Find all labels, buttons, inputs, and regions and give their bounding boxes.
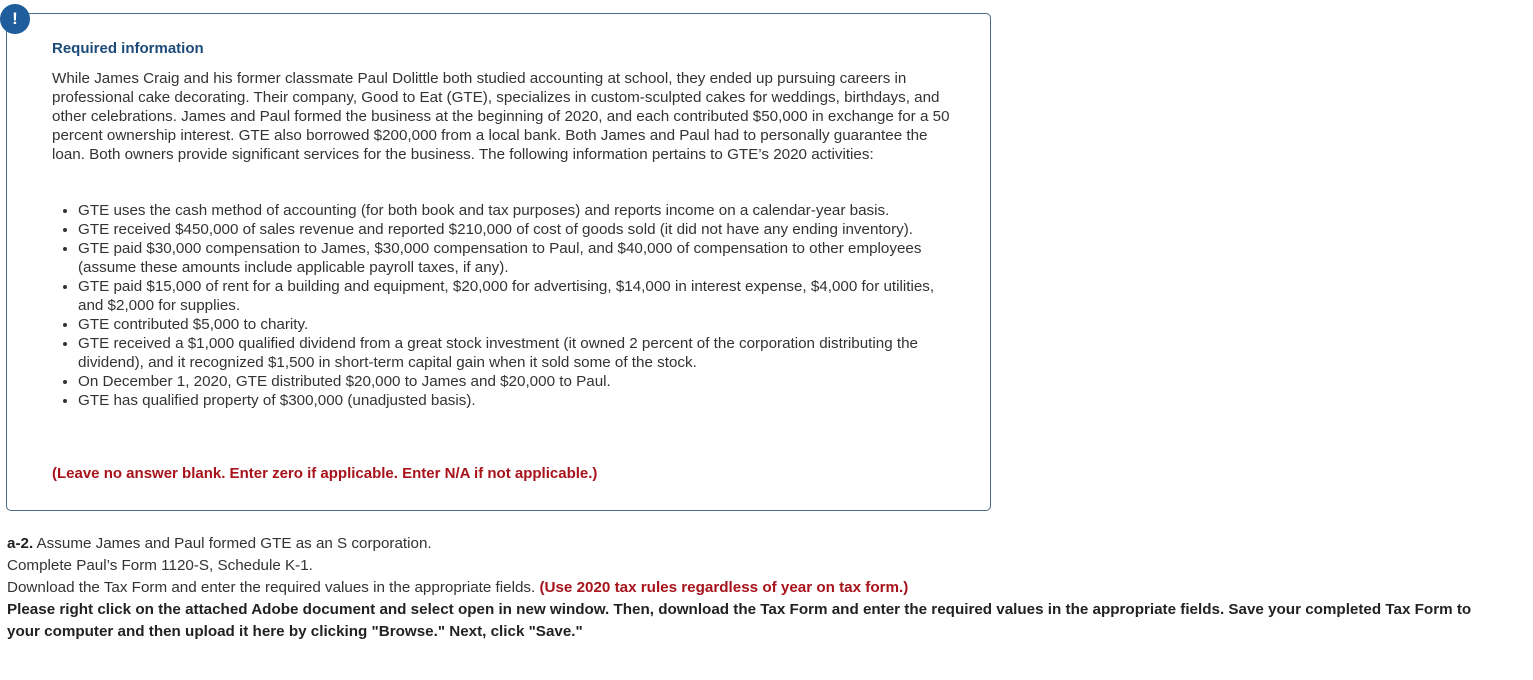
- question-text: Assume James and Paul formed GTE as an S corporation.: [33, 535, 432, 552]
- scenario-paragraph: While James Craig and his former classmate Paul Dolittle both studied accounting at school, they ended up pursuing careers in professional cake decorating. Their company, Good to Eat (GTE), specializes in custom-sculpted cakes for weddings, birthdays, and other celebrations. James and Paul formed the business at the beginning of 2020, and each contributed $50,000 in exchange for a 50 percent ownership interest. GTE also borrowed $200,000 from a local bank. Both James and Paul had to personally guarantee the loan. Both owners provide significant services for the business. The following information pertains to GTE’s 2020 activities:: [52, 70, 950, 163]
- list-item: • GTE received a $1,000 qualified dividend from a great stock investment (it owned 2 percent of the corporation distributing the dividend), and it recognized $1,500 in short-term capital gain when it sold some of the stock.: [78, 334, 942, 372]
- list-item: • GTE uses the cash method of accounting (for both book and tax purposes) and reports income on a calendar-year basis.: [78, 201, 942, 220]
- upload-instructions: Please right click on the attached Adobe document and select open in new window. Then, download the Tax Form and enter the required values in the appropriate fields. Save your completed Tax Form to your computer and then upload it here by clicking "Browse." Next, click "Save.": [7, 601, 1472, 640]
- list-item: • GTE paid $15,000 of rent for a building and equipment, $20,000 for advertising, $14,000 in interest expense, $4,000 for utilities, and $2,000 for supplies.: [78, 277, 942, 315]
- download-text: Download the Tax Form and enter the required values in the appropriate fields.: [7, 579, 540, 596]
- alert-icon: !: [0, 4, 30, 34]
- panel-title: Required information: [52, 40, 204, 57]
- list-item: • GTE paid $30,000 compensation to James, $30,000 compensation to Paul, and $40,000 of compensation to other employees (assume these amounts include applicable payroll taxes, if any).: [78, 239, 942, 277]
- question-heading: [7, 534, 432, 553]
- facts-list: [52, 201, 942, 410]
- list-item: • GTE contributed $5,000 to charity.: [78, 315, 942, 334]
- question-label: a-2.: [7, 535, 34, 552]
- question-download-line: [7, 578, 908, 597]
- question-subtask: Complete Paul’s Form 1120-S, Schedule K-1.: [7, 557, 313, 574]
- list-item: • On December 1, 2020, GTE distributed $20,000 to James and $20,000 to Paul.: [78, 372, 942, 391]
- list-item: • GTE has qualified property of $300,000 (unadjusted basis).: [78, 391, 942, 410]
- answer-note: (Leave no answer blank. Enter zero if applicable. Enter N/A if not applicable.): [52, 465, 598, 482]
- tax-rules-note: (Use 2020 tax rules regardless of year on tax form.): [539, 579, 909, 596]
- list-item: • GTE received $450,000 of sales revenue and reported $210,000 of cost of goods sold (it did not have any ending inventory).: [78, 220, 942, 239]
